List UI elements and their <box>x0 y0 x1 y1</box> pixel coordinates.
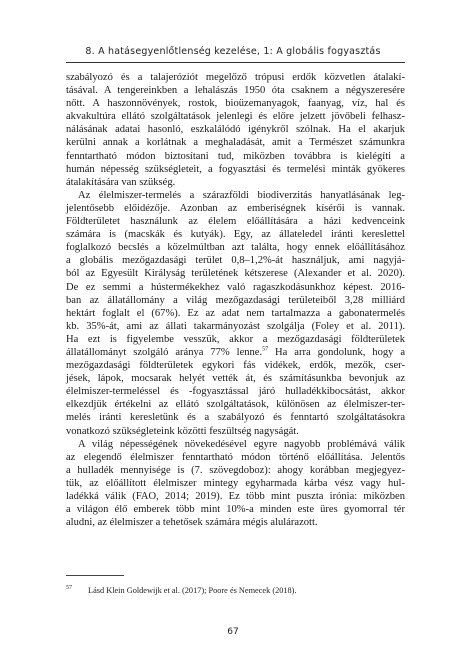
text-line: jések, lápok, mocsarak helyét vették át, és számításunkba bevonjuk az <box>66 373 405 385</box>
text-line: ból az Egyesült Királyság területének kétszerese (Alexander et al. 2020). <box>66 268 405 280</box>
text-line: kerülni annak a korlátnak a meghaladását, amit a Természet számunkra <box>66 137 405 149</box>
text-line: az elegendő élelmiszer fenntartható módon történő előállítása. Jelentős <box>66 451 405 463</box>
footnote-number: 57 <box>66 585 72 591</box>
text-line: jelentősebb előidézője. Azonban az emberiségnek kísérői is vannak. <box>66 202 405 214</box>
footnote-text: Lásd Klein Goldewijk et al. (2017); Poore és Nemecek (2018). <box>88 585 297 595</box>
text-line: ladékká válik (FAO, 2014; 2019). Ez több mint puszta irónia: miközben <box>66 491 405 502</box>
footnote-marker: 57 <box>262 346 269 353</box>
text-line: hektárt foglalt el (67%). Ez az adat nem tartalmazza a gabonatermelés <box>66 307 405 319</box>
page-number: 67 <box>227 627 239 637</box>
text-line: melés iránti keresletünk és a szabályozó és fenntartó szolgáltatásokra <box>66 412 405 424</box>
text-line: Földterületet használunk az élelem előállítására a házi kedvenceink <box>66 216 405 228</box>
text-line: fenntartható módon biztosítani tud, miközben továbbra is kielégíti a <box>66 150 405 162</box>
running-header: 8. A hatásegyenlőtlenség kezelése, 1: A globális fogyasztás <box>85 46 381 57</box>
header-rule <box>66 62 405 63</box>
text-line: tük, az előállított élelmiszer mintegy egyharmada kárba vész vagy hul- <box>66 477 405 489</box>
text-line: a globális mezőgazdasági terület 0,8–1,2%-át használjuk, ami nagyjá- <box>66 255 405 267</box>
text-line: foglalkozó becslés a közelmúltban azt találta, hogy ennek előállításához <box>66 242 405 254</box>
text-line: számára is (macskák és kutyák). Egy, az állateledel iránti kereslettel <box>66 229 405 241</box>
text-line: Ha ezt is figyelembe vesszük, akkor a mezőgazdasági földterületek <box>66 333 405 345</box>
text-line: élelmiszer-termeléssel és -fogyasztással járó hulladékkibocsátást, akkor <box>66 386 405 398</box>
text-line: a hulladék mennyisége is (7. szövegdoboz): ahogy korábban megjegyez- <box>66 464 405 476</box>
text-line-with-footnote <box>66 346 405 359</box>
line-text: állatállományt szolgáló aránya 77% lenne. <box>66 346 263 358</box>
line-tail: Ha arra gondolunk, hogy a <box>268 346 405 358</box>
body-text <box>66 71 405 529</box>
text-line: átalakítására van szükség. <box>66 176 176 188</box>
text-line: mezőgazdasági földterületek egykori fás vidékek, erdők, mezők, cser- <box>66 360 405 372</box>
text-line: szabályozó és a talajeróziót megelőző trópusi erdők közvetlen átalakí- <box>66 72 405 83</box>
text-line: akvakultúra ellátó szolgáltatások jelenlegi és előre jelzett jövőbeli felhasz- <box>66 111 405 123</box>
text-line: elkezdjük értékelni az ellátó szolgáltatások, különösen az élelmiszer-ter- <box>66 399 405 411</box>
text-line: kb. 35%-át, ami az állati takarmányozást szolgálja (Foley et al. 2011). <box>66 320 405 332</box>
text-line: De ez semmi a hústermékekhez való ragaszkodásunkhoz képest. 2016- <box>66 281 405 293</box>
text-line: aludni, az élelmiszer a tehetősek számára mégis alulárazott. <box>66 517 318 529</box>
footnote-rule <box>66 575 124 576</box>
text-line: nőtt. A haszonnövények, rostok, bioüzemanyagok, faanyag, víz, hal és <box>66 98 405 110</box>
text-line: vonatkozó szükségleteink közötti feszültség nagyságát. <box>66 425 299 437</box>
text-line: nálásának adatai hasonló, eszkalálódó igénykről szólnak. Ha el akarjuk <box>66 124 405 136</box>
paragraph-first-line: A világ népességének növekedésével egyre nagyobb problémává válik <box>78 438 405 450</box>
text-line: a világon élő emberek több mint 10%-a minden este üres gyomorral tér <box>66 504 405 516</box>
text-line: ban az állatállomány a világ mezőgazdasági területeiből 3,28 milliárd <box>66 294 405 306</box>
paragraph-first-line: Az élelmiszer-termelés a szárazföldi biodiverzitás hanyatlásának leg- <box>78 189 405 201</box>
text-line: humán népesség szükségleteit, a fogyasztási és termelési minták gyökeres <box>66 163 405 175</box>
footnote <box>66 585 405 595</box>
text-line: tásával. A tengereinkben a lehalászás 1950 óta csaknem a négyszeresére <box>66 85 405 97</box>
